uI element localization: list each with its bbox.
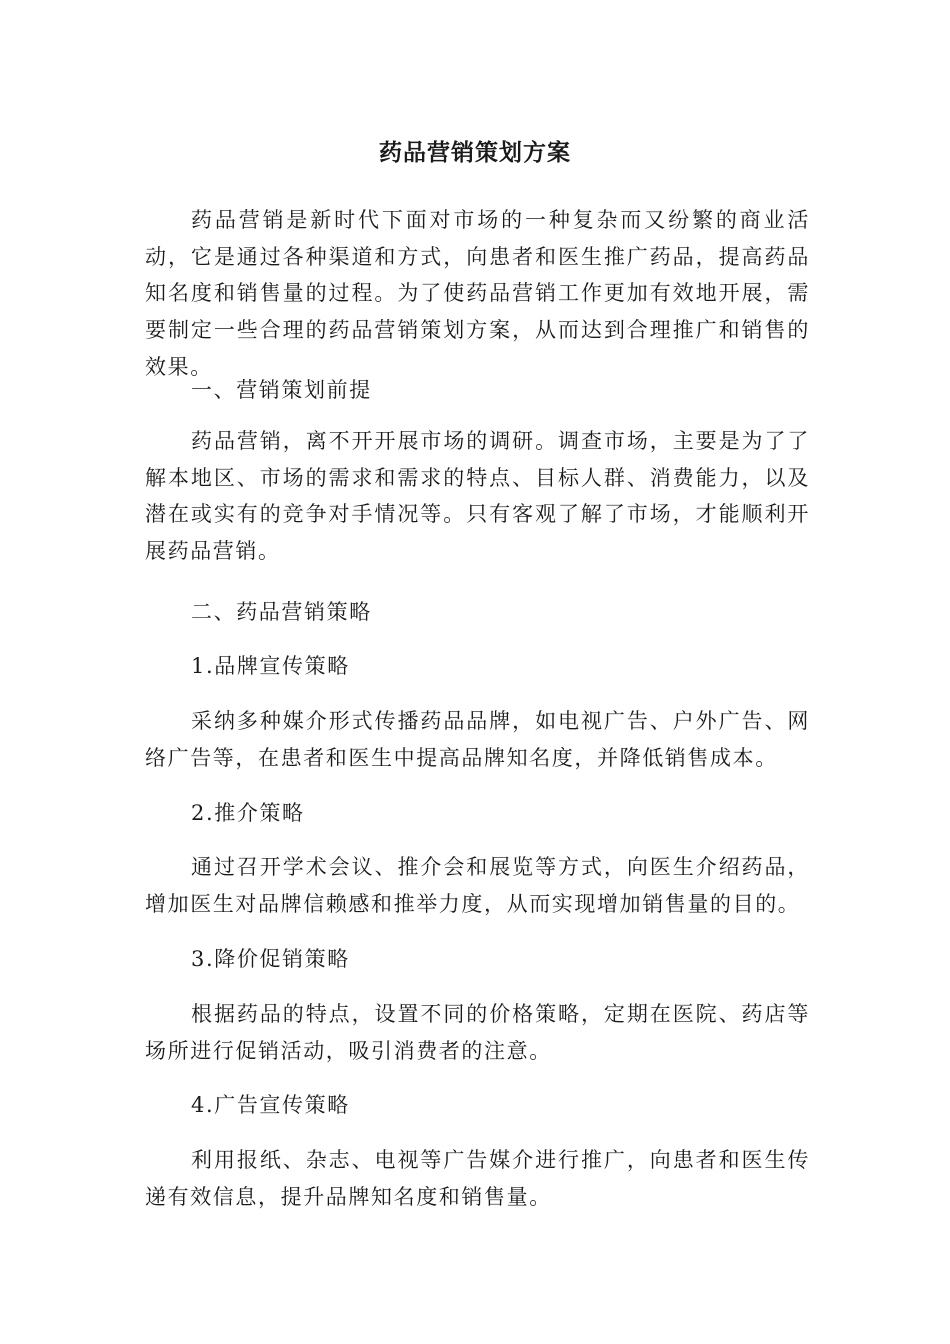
strategy3-heading: 3.降价促销策略 [191,947,350,971]
section2-heading: 二、药品营销策略 [191,600,372,624]
strategy4-paragraph: 利用报纸、杂志、电视等广告媒介进行推广，向患者和医生传递有效信息，提升品牌知名度和销售量。 [145,1148,810,1209]
document-title: 药品营销策划方案 [379,140,571,166]
section1-paragraph: 药品营销，离不开开展市场的调研。调查市场，主要是为了了解本地区、市场的需求和需求的特点、目标人群、消费能力，以及潜在或实有的竞争对手情况等。只有客观了解了市场，才能顺利开展药品营销。 [145,429,810,564]
strategy2-paragraph: 通过召开学术会议、推介会和展览等方式，向医生介绍药品，增加医生对品牌信赖感和推举力度，从而实现增加销售量的目的。 [145,855,810,916]
section1-heading: 一、营销策划前提 [191,378,372,402]
strategy1-heading: 1.品牌宣传策略 [191,654,350,678]
intro-paragraph: 药品营销是新时代下面对市场的一种复杂而又纷繁的商业活动，它是通过各种渠道和方式，向患者和医生推广药品，提高药品知名度和销售量的过程。为了使药品营销工作更加有效地开展，需要制定一些合理的药品营销策划方案，从而达到合理推广和销售的效果。 [145,208,810,379]
strategy4-heading: 4.广告宣传策略 [191,1093,350,1117]
strategy2-heading: 2.推介策略 [191,801,305,825]
strategy3-paragraph: 根据药品的特点，设置不同的价格策略，定期在医院、药店等场所进行促销活动，吸引消费者的注意。 [145,1002,810,1063]
strategy1-paragraph: 采纳多种媒介形式传播药品品牌，如电视广告、户外广告、网络广告等，在患者和医生中提高品牌知名度，并降低销售成本。 [145,709,810,770]
